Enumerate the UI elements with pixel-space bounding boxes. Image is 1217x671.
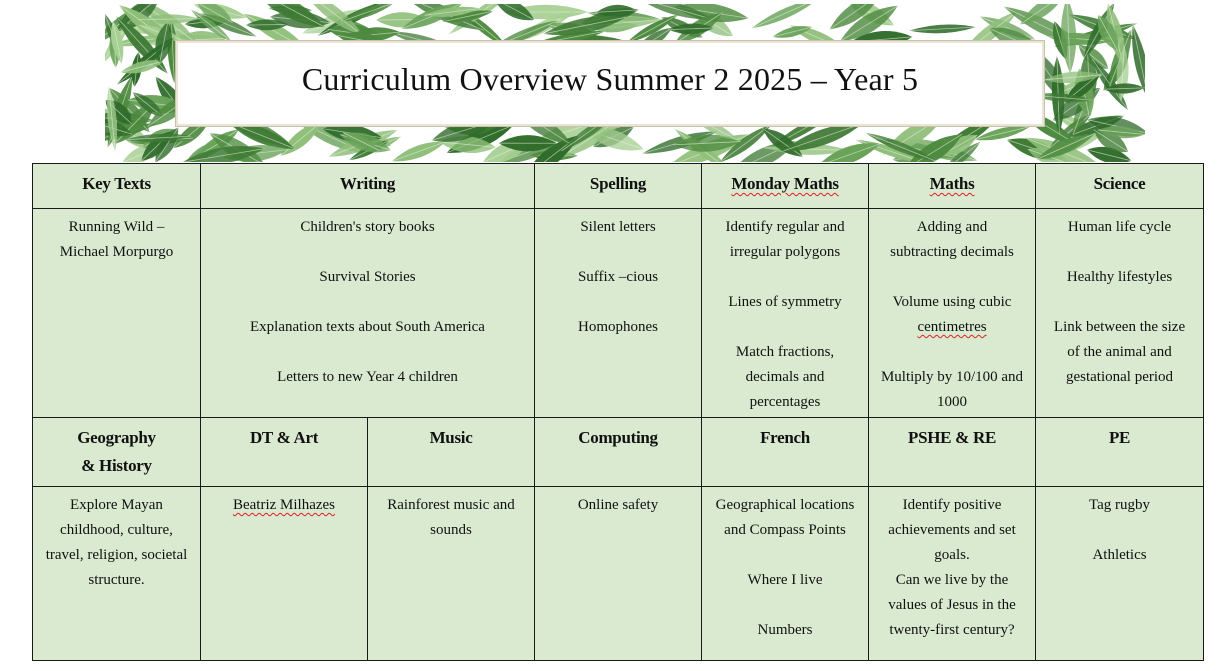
content-science (1036, 209, 1204, 418)
geography-history-line: travel, religion, societal (45, 547, 188, 563)
spelling-line: Suffix –cious (577, 269, 659, 285)
maths-line: Volume using cubic (892, 294, 1012, 310)
leaf-banner (105, 4, 1145, 162)
header-pshe-re: PSHE & RE (869, 418, 1036, 487)
content-french (702, 487, 869, 661)
spelling-line (539, 290, 697, 315)
maths-line: subtracting decimals (890, 244, 1014, 260)
key-texts-line: Michael Morpurgo (59, 244, 174, 260)
science-line: Healthy lifestyles (1066, 269, 1173, 285)
spelling-line: Homophones (578, 319, 659, 335)
pshe-re-line: twenty-first century? (889, 622, 1015, 638)
computing-line: Online safety (577, 497, 659, 513)
french-line (706, 593, 864, 618)
row1-content (33, 209, 1204, 418)
leaf-vein (392, 142, 446, 162)
music-line: sounds (430, 522, 472, 538)
french-line: Geographical locations (715, 497, 855, 513)
maths-line (873, 265, 1031, 290)
header-dt-art: DT & Art (201, 418, 368, 487)
monday-maths-line: Identify regular and (725, 219, 845, 235)
writing-line (205, 240, 530, 265)
monday-maths-line: decimals and (745, 369, 825, 385)
maths-line: Adding and (916, 219, 988, 235)
science-line: of the animal and (1067, 344, 1172, 360)
science-line (1040, 290, 1199, 315)
spelling-line: Silent letters (580, 219, 656, 235)
maths-line: 1000 (937, 394, 968, 410)
writing-line (205, 340, 530, 365)
writing-line: Letters to new Year 4 children (277, 369, 458, 385)
science-line: Human life cycle (1067, 219, 1172, 235)
header-maths (869, 164, 1036, 209)
pshe-re-line: goals. (934, 547, 970, 563)
header-spelling: Spelling (535, 164, 702, 209)
content-writing (201, 209, 535, 418)
content-geography-history (33, 487, 201, 661)
french-line: Numbers (757, 622, 813, 638)
monday-maths-line: irregular polygons (729, 244, 841, 260)
header-computing: Computing (535, 418, 702, 487)
dt-art-artist-name: Beatriz Milhazes (232, 497, 336, 513)
pshe-re-line: values of Jesus in the (888, 597, 1016, 613)
header-geography-line: Geography (77, 428, 156, 447)
dt-art-line (205, 493, 363, 518)
content-spelling (535, 209, 702, 418)
french-line: Where I live (747, 572, 823, 588)
french-line: and Compass Points (724, 522, 846, 538)
pshe-re-line: Identify positive (902, 497, 1002, 513)
maths-line (873, 315, 1031, 340)
content-pshe-re (869, 487, 1036, 661)
content-computing (535, 487, 702, 661)
header-key-texts: Key Texts (33, 164, 201, 209)
pe-line: Tag rugby (1089, 497, 1151, 513)
writing-line (205, 290, 530, 315)
monday-maths-line (706, 265, 864, 290)
header-geography-history (33, 418, 201, 487)
monday-maths-line: Match fractions, (735, 344, 835, 360)
geography-history-line: structure. (88, 572, 145, 588)
content-dt-art (201, 487, 368, 661)
geography-history-line: childhood, culture, (60, 522, 173, 538)
writing-line: Children's story books (300, 219, 435, 235)
monday-maths-line: Lines of symmetry (728, 294, 842, 310)
french-line (706, 543, 864, 568)
header-pe: PE (1036, 418, 1204, 487)
content-music (368, 487, 535, 661)
header-science: Science (1036, 164, 1204, 209)
row2-header (33, 418, 1204, 487)
writing-line: Survival Stories (319, 269, 416, 285)
maths-line: Multiply by 10/100 and (880, 369, 1024, 385)
row1-header (33, 164, 1204, 209)
row2-content (33, 487, 1204, 661)
pe-line: Athletics (1092, 547, 1147, 563)
header-french: French (702, 418, 869, 487)
content-maths (869, 209, 1036, 418)
pshe-re-line: achievements and set (888, 522, 1016, 538)
maths-line-centimetres: centimetres (917, 319, 987, 335)
header-monday-maths (702, 164, 869, 209)
title-box (175, 40, 1045, 127)
music-line: Rainforest music and (387, 497, 515, 513)
writing-line: Explanation texts about South America (250, 319, 485, 335)
content-key-texts (33, 209, 201, 418)
maths-line (873, 340, 1031, 365)
content-monday-maths (702, 209, 869, 418)
monday-maths-line: percentages (749, 394, 821, 410)
pe-line (1040, 518, 1199, 543)
spelling-line (539, 240, 697, 265)
science-line (1040, 240, 1199, 265)
science-line: Link between the size (1053, 319, 1186, 335)
header-maths-label: Maths (929, 174, 975, 193)
content-pe (1036, 487, 1204, 661)
header-writing: Writing (201, 164, 535, 209)
header-monday-maths-label: Monday Maths (731, 174, 839, 193)
header-history-line: & History (81, 456, 152, 475)
geography-history-line: Explore Mayan (70, 497, 163, 513)
key-texts-line: Running Wild – (68, 219, 165, 235)
science-line: gestational period (1065, 369, 1174, 385)
pshe-re-line: Can we live by the (895, 572, 1009, 588)
header-music: Music (368, 418, 535, 487)
monday-maths-line (706, 315, 864, 340)
curriculum-table (32, 163, 1204, 661)
page-title: Curriculum Overview Summer 2 2025 – Year 5 (301, 61, 919, 97)
